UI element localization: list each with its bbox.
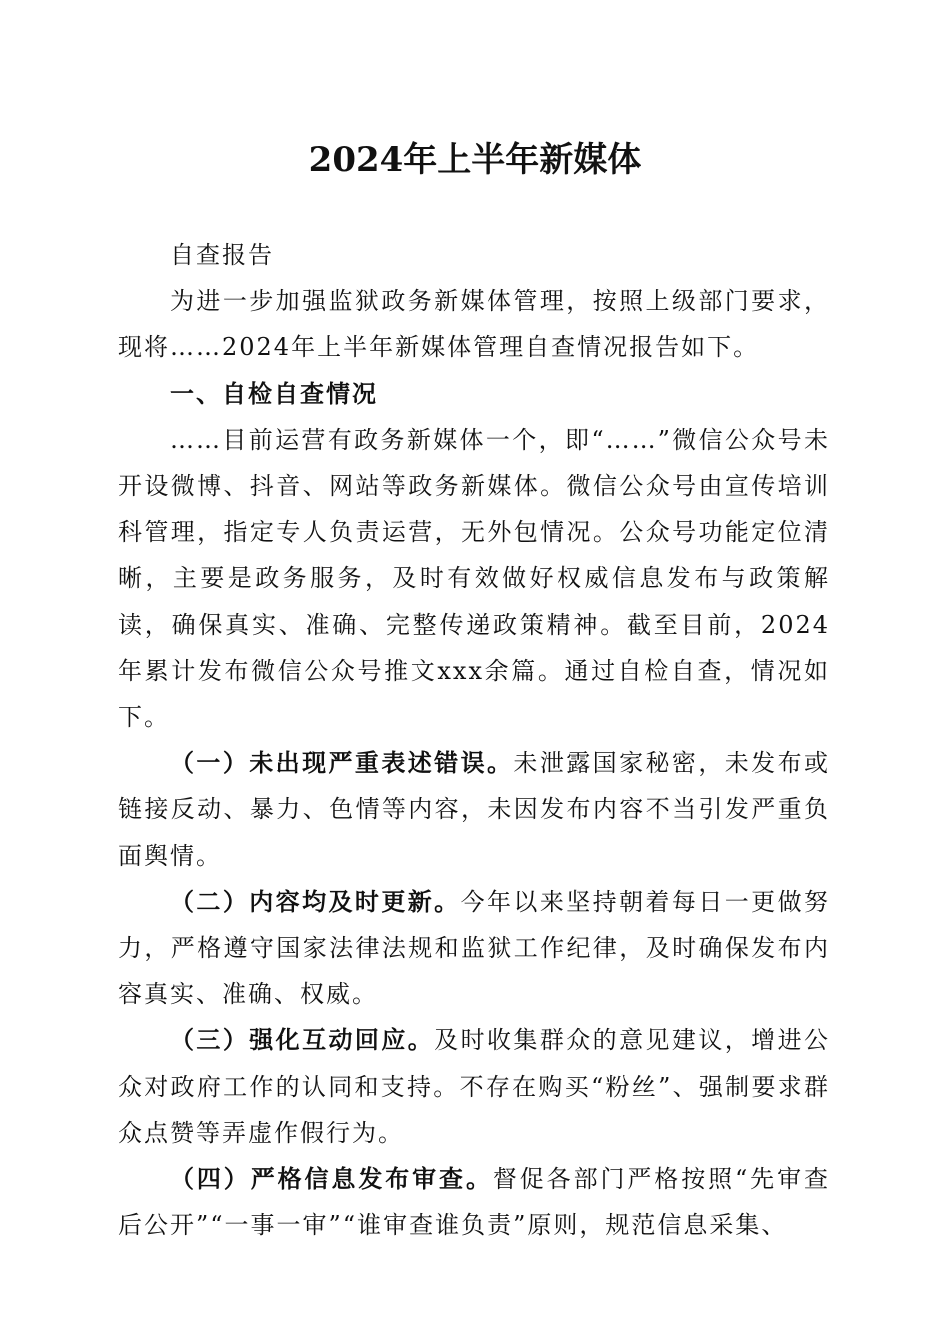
section-heading: 一、自检自查情况 — [170, 379, 378, 408]
item-paragraph — [118, 1017, 830, 1156]
item-text: 及时收集群众的意见建议，增进公众对政府工作的认同和支持。不存在购买“粉丝”、强制要求群众点赞等弄虚作假行为。 — [118, 1026, 831, 1147]
item-lead: （二）内容均及时更新。 — [170, 886, 461, 916]
document-subtitle: 自查报告 — [170, 241, 274, 269]
item-lead: （三）强化互动回应。 — [170, 1025, 435, 1055]
item-lead: （四）严格信息发布审查。 — [170, 1164, 493, 1194]
item-paragraph — [118, 879, 830, 1018]
item-paragraph — [118, 1156, 830, 1248]
section-paragraph: ……目前运营有政务新媒体一个，即“……”微信公众号未开设微博、抖音、网站等政务新媒体。微信公众号由宣传培训科管理，指定专人负责运营，无外包情况。公众号功能定位清晰，主要是政务服务，及时有效做好权威信息发布与政策解读，确保真实、准确、完整传递政策精神。截至目前，2024年累计发布微信公众号推文xxx余篇。通过自检自查，情况如下。 — [118, 425, 830, 732]
document-title: 2024年上半年新媒体 — [308, 140, 642, 180]
document-body — [118, 232, 830, 1248]
item-text: 未泄露国家秘密，未发布或链接反动、暴力、色情等内容，未因发布内容不当引发严重负面舆情。 — [118, 749, 831, 870]
item-text: 今年以来坚持朝着每日一更做努力，严格遵守国家法律法规和监狱工作纪律，及时确保发布内容真实、准确、权威。 — [118, 887, 831, 1009]
intro-paragraph: 为进一步加强监狱政务新媒体管理，按照上级部门要求，现将……2024年上半年新媒体管理自查情况报告如下。 — [118, 287, 830, 362]
item-lead: （一）未出现严重表述错误。 — [170, 748, 514, 778]
item-paragraph — [118, 740, 830, 879]
item-text: 督促各部门严格按照“先审查后公开”“一事一审”“谁审查谁负责”原则，规范信息采集、 — [118, 1165, 830, 1240]
